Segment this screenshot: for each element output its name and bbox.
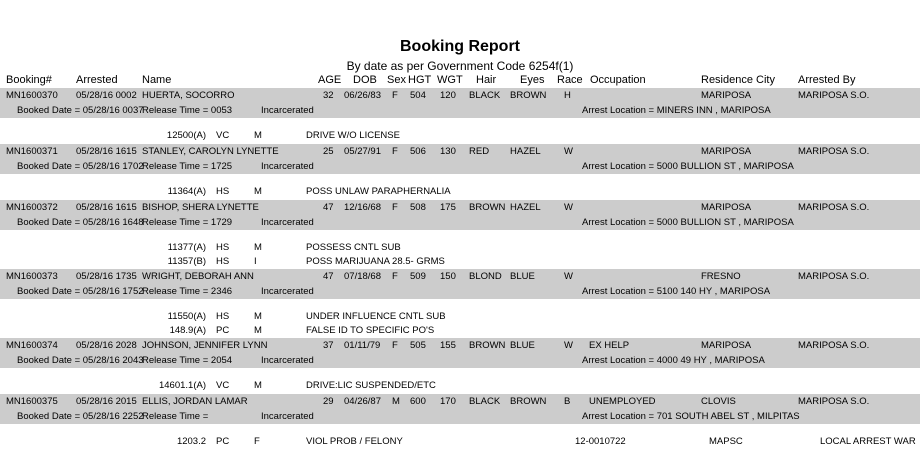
arrest-location: Arrest Location = MINERS INN , MARIPOSA <box>582 105 771 116</box>
dob: 05/27/91 <box>344 146 381 157</box>
race: W <box>564 202 573 213</box>
weight: 175 <box>440 202 456 213</box>
arrested-datetime: 05/28/16 1615 <box>76 202 137 213</box>
occupation: EX HELP <box>589 340 630 351</box>
booked-date: Booked Date = 05/28/16 1702 <box>17 161 144 172</box>
charge-type: HS <box>216 242 230 253</box>
height: 504 <box>410 90 426 101</box>
charge-code: 1203.2 <box>176 436 206 447</box>
charge-code: 14601.1(A) <box>158 380 206 391</box>
warrant-type: LOCAL ARREST WAR <box>820 436 916 447</box>
hair-color: RED <box>469 146 490 157</box>
booking-number: MN1600371 <box>6 146 58 157</box>
eye-color: HAZEL <box>510 146 541 157</box>
release-time: Release Time = <box>142 411 209 422</box>
custody-status: Incarcerated <box>261 411 314 422</box>
sex: F <box>392 146 398 157</box>
col-booking: Booking# <box>6 74 52 86</box>
case-number: 12-0010722 <box>575 436 626 447</box>
residence-city: FRESNO <box>701 271 741 282</box>
release-time: Release Time = 2346 <box>142 286 233 297</box>
col-occupation: Occupation <box>590 74 646 86</box>
agency: MAPSC <box>709 436 743 447</box>
race: B <box>564 396 571 407</box>
hair-color: BROWN <box>469 202 506 213</box>
arrestee-name: JOHNSON, JENNIFER LYNN <box>142 340 268 351</box>
hair-color: BLACK <box>469 90 501 101</box>
weight: 130 <box>440 146 456 157</box>
arrested-datetime: 05/28/16 2028 <box>76 340 137 351</box>
dob: 01/11/79 <box>344 340 381 351</box>
report-title: Booking Report <box>400 38 520 55</box>
charge-description: POSS UNLAW PARAPHERNALIA <box>306 186 451 197</box>
booked-date: Booked Date = 05/28/16 0037 <box>17 105 144 116</box>
arrested-by: MARIPOSA S.O. <box>798 202 870 213</box>
sex: M <box>392 396 400 407</box>
col-race: Race <box>557 74 583 86</box>
residence-city: MARIPOSA <box>701 202 752 213</box>
age: 25 <box>323 146 334 157</box>
age: 47 <box>323 271 334 282</box>
col-residence-city: Residence City <box>701 74 775 86</box>
arrested-by: MARIPOSA S.O. <box>798 146 870 157</box>
charge-code: 12500(A) <box>166 130 206 141</box>
booked-date: Booked Date = 05/28/16 1648 <box>17 217 144 228</box>
eye-color: BROWN <box>510 90 547 101</box>
arrest-location: Arrest Location = 5100 140 HY , MARIPOSA <box>582 286 771 297</box>
booking-number: MN1600370 <box>6 90 58 101</box>
col-hair: Hair <box>476 74 497 86</box>
sex: F <box>392 202 398 213</box>
col-hgt: HGT <box>408 74 432 86</box>
booked-date: Booked Date = 05/28/16 2043 <box>17 355 144 366</box>
arrested-by: MARIPOSA S.O. <box>798 271 870 282</box>
hair-color: BLOND <box>469 271 502 282</box>
booking-number: MN1600372 <box>6 202 58 213</box>
dob: 06/26/83 <box>344 90 381 101</box>
arrest-location: Arrest Location = 701 SOUTH ABEL ST , MILPITAS <box>582 411 800 422</box>
charge-level: M <box>254 311 262 322</box>
charge-code: 11357(B) <box>167 256 206 267</box>
height: 600 <box>410 396 426 407</box>
col-arrested: Arrested <box>76 74 118 86</box>
race: W <box>564 271 573 282</box>
arrested-by: MARIPOSA S.O. <box>798 340 870 351</box>
height: 508 <box>410 202 426 213</box>
dob: 07/18/68 <box>344 271 381 282</box>
age: 29 <box>323 396 334 407</box>
height: 509 <box>410 271 426 282</box>
eye-color: HAZEL <box>510 202 541 213</box>
arrested-by: MARIPOSA S.O. <box>798 396 870 407</box>
charge-code: 11364(A) <box>167 186 206 197</box>
arrested-by: MARIPOSA S.O. <box>798 90 870 101</box>
col-dob: DOB <box>353 74 377 86</box>
arrestee-name: WRIGHT, DEBORAH ANN <box>142 271 254 282</box>
custody-status: Incarcerated <box>261 217 314 228</box>
booked-date: Booked Date = 05/28/16 1752 <box>17 286 144 297</box>
charge-level: M <box>254 380 262 391</box>
charge-description: FALSE ID TO SPECIFIC PO'S <box>306 325 435 336</box>
arrest-location: Arrest Location = 4000 49 HY , MARIPOSA <box>582 355 765 366</box>
charge-level: M <box>254 242 262 253</box>
weight: 150 <box>440 271 456 282</box>
col-name: Name <box>142 74 172 86</box>
release-time: Release Time = 0053 <box>142 105 233 116</box>
arrestee-name: HUERTA, SOCORRO <box>142 90 235 101</box>
booking-number: MN1600374 <box>6 340 58 351</box>
arrestee-name: STANLEY, CAROLYN LYNETTE <box>142 146 279 157</box>
charge-type: VC <box>216 130 230 141</box>
arrestee-name: ELLIS, JORDAN LAMAR <box>142 396 248 407</box>
charge-code: 11550(A) <box>167 311 206 322</box>
age: 32 <box>323 90 334 101</box>
col-eyes: Eyes <box>520 74 545 86</box>
hair-color: BLACK <box>469 396 501 407</box>
charge-description: UNDER INFLUENCE CNTL SUB <box>306 311 446 322</box>
release-time: Release Time = 2054 <box>142 355 233 366</box>
arrested-datetime: 05/28/16 2015 <box>76 396 137 407</box>
age: 37 <box>323 340 334 351</box>
charge-description: POSSESS CNTL SUB <box>306 242 401 253</box>
residence-city: MARIPOSA <box>701 90 752 101</box>
charge-code: 148.9(A) <box>169 325 206 336</box>
occupation: UNEMPLOYED <box>589 396 656 407</box>
age: 47 <box>323 202 334 213</box>
col-arrested-by: Arrested By <box>798 74 856 86</box>
eye-color: BROWN <box>510 396 547 407</box>
charge-description: POSS MARIJUANA 28.5- GRMS <box>306 256 445 267</box>
booked-date: Booked Date = 05/28/16 2252 <box>17 411 144 422</box>
arrestee-name: BISHOP, SHERA LYNETTE <box>142 202 259 213</box>
booking-number: MN1600375 <box>6 396 58 407</box>
weight: 155 <box>440 340 456 351</box>
height: 505 <box>410 340 426 351</box>
report-subtitle: By date as per Government Code 6254f(1) <box>346 59 574 73</box>
race: H <box>564 90 571 101</box>
charge-type: PC <box>216 325 230 336</box>
residence-city: CLOVIS <box>701 396 736 407</box>
dob: 12/16/68 <box>344 202 381 213</box>
custody-status: Incarcerated <box>261 105 314 116</box>
race: W <box>564 340 573 351</box>
release-time: Release Time = 1725 <box>142 161 233 172</box>
hair-color: BROWN <box>469 340 506 351</box>
charge-level: M <box>254 186 262 197</box>
charge-type: HS <box>216 311 230 322</box>
weight: 170 <box>440 396 456 407</box>
race: W <box>564 146 573 157</box>
arrest-location: Arrest Location = 5000 BULLION ST , MARIPOSA <box>582 217 794 228</box>
arrested-datetime: 05/28/16 0002 <box>76 90 137 101</box>
eye-color: BLUE <box>510 340 535 351</box>
col-sex: Sex <box>387 74 406 86</box>
weight: 120 <box>440 90 456 101</box>
custody-status: Incarcerated <box>261 161 314 172</box>
booking-number: MN1600373 <box>6 271 58 282</box>
charge-level: F <box>254 436 260 447</box>
arrested-datetime: 05/28/16 1615 <box>76 146 137 157</box>
arrested-datetime: 05/28/16 1735 <box>76 271 137 282</box>
charge-level: M <box>254 130 262 141</box>
sex: F <box>392 271 398 282</box>
residence-city: MARIPOSA <box>701 146 752 157</box>
charge-code: 11377(A) <box>167 242 206 253</box>
charge-description: VIOL PROB / FELONY <box>306 436 403 447</box>
col-wgt: WGT <box>437 74 463 86</box>
charge-type: HS <box>216 256 230 267</box>
charge-level: M <box>254 325 262 336</box>
residence-city: MARIPOSA <box>701 340 752 351</box>
sex: F <box>392 340 398 351</box>
arrest-location: Arrest Location = 5000 BULLION ST , MARIPOSA <box>582 161 794 172</box>
charge-type: HS <box>216 186 230 197</box>
custody-status: Incarcerated <box>261 355 314 366</box>
charge-type: PC <box>216 436 230 447</box>
charge-type: VC <box>216 380 230 391</box>
sex: F <box>392 90 398 101</box>
eye-color: BLUE <box>510 271 535 282</box>
release-time: Release Time = 1729 <box>142 217 233 228</box>
col-age: AGE <box>318 74 342 86</box>
charge-level: I <box>254 256 257 267</box>
charge-description: DRIVE W/O LICENSE <box>306 130 400 141</box>
height: 506 <box>410 146 426 157</box>
custody-status: Incarcerated <box>261 286 314 297</box>
dob: 04/26/87 <box>344 396 381 407</box>
charge-description: DRIVE:LIC SUSPENDED/ETC <box>306 380 436 391</box>
